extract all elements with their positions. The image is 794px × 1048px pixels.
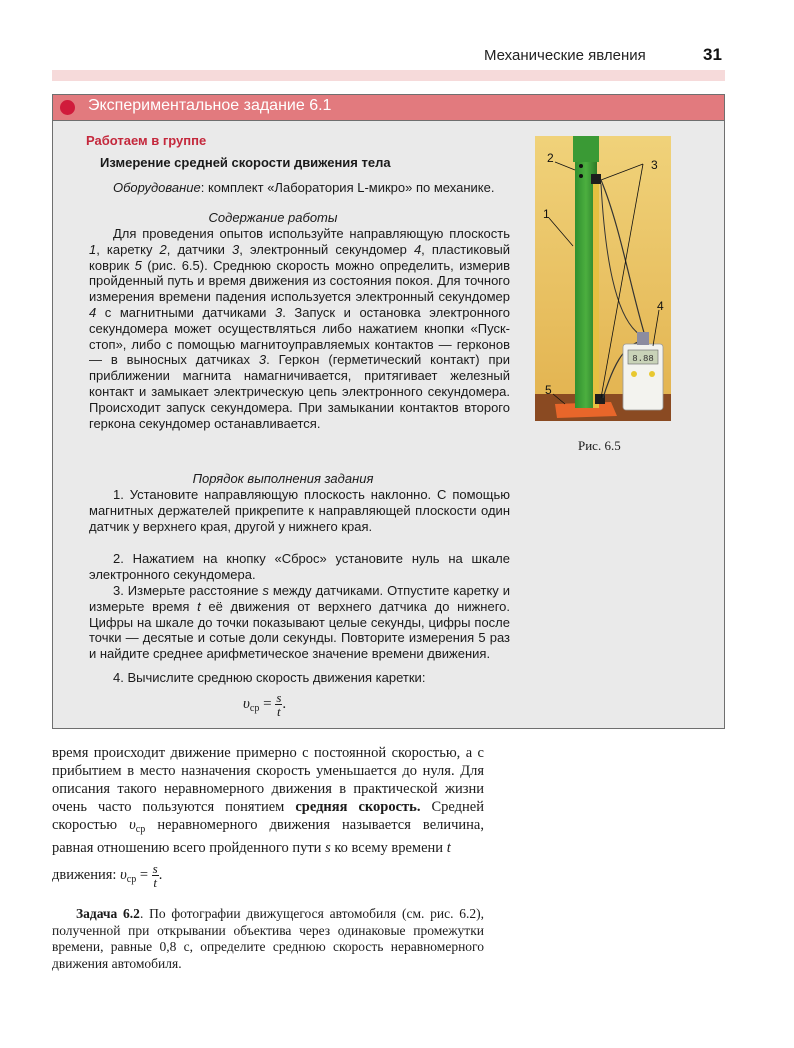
text-run: Для проведения опытов используйте направляющую плоскость <box>113 226 510 241</box>
formula-v: υ <box>120 866 127 883</box>
step-text: 2. Нажатием на кнопку «Сброс» установите нуль на шкале электронного секундомера. <box>89 551 510 582</box>
step-3 <box>89 583 510 662</box>
step-text: между датчиками. Отпустите каретку и измерьте время <box>89 583 510 614</box>
ref-number: 5 <box>134 257 142 273</box>
page-number: 31 <box>703 45 722 64</box>
step-2 <box>89 551 510 583</box>
step-text: её движения от верхнего датчика до нижнего. Цифры на шкале до точки показывают целые секунды, цифры после точки — десятые и сотые доли секунды. Повторите измерения 5 раз и найдите среднее арифметическое значение времени движения. <box>89 598 510 662</box>
text-run: . Запуск и остановка электронного секундомера может осуществляться либо нажатием кнопки «Пуск-стоп», либо с помощью магнитоуправляемых контактов — герконов — в выносных датчиках <box>89 304 510 368</box>
formula-den: t <box>277 704 281 719</box>
ref-number: 1 <box>89 241 97 257</box>
content-heading: Содержание работы <box>208 210 338 225</box>
order-heading: Порядок выполнения задания <box>192 471 374 486</box>
symbol-s: s <box>325 840 331 856</box>
ref-number: 3 <box>258 352 267 368</box>
label-2: 2 <box>547 151 554 165</box>
step-4 <box>89 670 510 686</box>
task-6-2 <box>52 906 484 972</box>
ref-number: 3 <box>232 241 240 257</box>
formula-sub: ср <box>249 702 260 714</box>
task-text: . По фотографии движущегося автомобиля (см. рис. 6.2), полученной при открывании объектива через одинаковые промежутки времени, равные 0,8 с, определите среднюю скорость неравномерного движения автомобиля. <box>52 906 484 971</box>
formula-num: s <box>276 690 282 705</box>
text-run: с магнитными датчиками <box>96 304 275 320</box>
equipment-label: Оборудование <box>113 180 201 195</box>
formula-fraction <box>152 862 159 889</box>
ref-number: 4 <box>413 241 422 257</box>
ref-number: 2 <box>159 241 167 257</box>
label-5: 5 <box>545 383 552 397</box>
apparatus-illustration <box>535 136 671 421</box>
ref-number: 3 <box>274 304 283 320</box>
variable-s: s <box>262 583 269 598</box>
equipment-text: : комплект «Лаборатория L-микро» по механике. <box>200 180 495 195</box>
body-formula-line <box>52 862 484 889</box>
bullet-dot-icon <box>60 100 75 115</box>
figure-6-5-photo <box>535 136 671 421</box>
symbol-t: t <box>446 840 451 856</box>
body-text-run: ко всему времени <box>330 840 447 856</box>
text-run: . Геркон (герметический контакт) при приближении магнита намагничивается, притягивает железный контакт и замыкает электрическую цепь электронного секундомера. Происходит запуск секундомера. При замыкании контактов второго геркона секундомер останавливается. <box>89 352 510 431</box>
variable-t: t <box>197 598 201 614</box>
body-text-run: движения: <box>52 866 121 883</box>
task-title: Измерение средней скорости движения тела <box>100 155 391 170</box>
formula-v: υ <box>243 695 250 712</box>
text-run: , датчики <box>166 241 233 257</box>
formula-end: . <box>282 695 287 712</box>
header-strip <box>52 70 725 81</box>
body-text-run: время происходит движение примерно с постоянной скоростью, а с прибытием в место назначения скорость уменьшается до нуля. Для описания такого неравномерного движения в практической жизни очень часто пользуются понятием <box>52 745 484 815</box>
running-header-title: Механические явления <box>484 47 646 64</box>
panel-title: Экспериментальное задание 6.1 <box>88 97 332 114</box>
formula-num: s <box>152 861 158 876</box>
figure-caption: Рис. 6.5 <box>578 438 621 453</box>
ref-number: 4 <box>89 304 97 320</box>
average-speed-formula <box>243 691 286 718</box>
label-1: 1 <box>543 207 550 221</box>
step-text: 1. Установите направляющую плоскость наклонно. С помощью магнитных держателей прикрепите к направляющей плоскости один датчик у верхнего края, другой у нижнего края. <box>89 487 510 534</box>
formula-eq: = <box>136 866 152 883</box>
text-run: , каретку <box>96 241 160 257</box>
text-run: , пластиковый коврик <box>89 241 511 273</box>
text-run: (рис. 6.5). Среднюю скорость можно определить, измерив пройденный путь и время движения из состояния покоя. Для точного измерения времени падения используется электронный секундомер <box>89 257 510 305</box>
stopwatch-display: 8.88 <box>632 354 654 364</box>
label-3: 3 <box>651 158 658 172</box>
formula-end: . <box>158 866 163 883</box>
task-label: Задача 6.2 <box>76 906 140 921</box>
body-text-run: Средней скоростью <box>52 799 484 833</box>
group-label: Работаем в группе <box>86 133 207 148</box>
term-average-speed: средняя скорость. <box>295 799 421 815</box>
body-paragraph <box>52 744 484 857</box>
content-paragraph <box>89 226 510 431</box>
equipment-paragraph <box>89 180 510 196</box>
formula-den: t <box>153 875 157 890</box>
label-4: 4 <box>657 299 664 313</box>
formula-sub: ср <box>126 873 137 885</box>
step-text: 4. Вычислите среднюю скорость движения каретки: <box>113 670 426 685</box>
text-run: , электронный секундомер <box>239 241 414 257</box>
panel-header <box>53 95 724 121</box>
step-text: 3. Измерьте расстояние <box>113 583 263 598</box>
symbol-v-sub: ср <box>135 824 146 835</box>
symbol-v: υ <box>129 817 136 833</box>
step-1 <box>89 487 510 534</box>
body-text-run: неравномерного движения называется величина, равная отношению всего пройденного пути <box>52 817 484 856</box>
formula-eq: = <box>259 695 276 712</box>
